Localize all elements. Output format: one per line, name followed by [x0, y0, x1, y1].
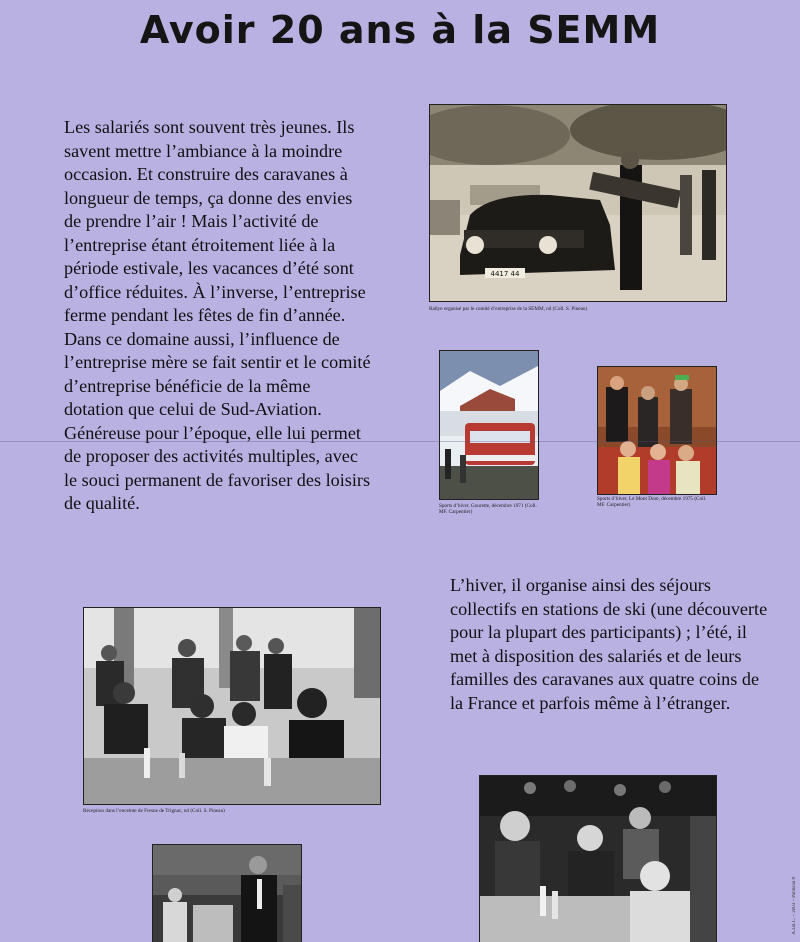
- rallye-caption: Rallye organisé par le comité d’entreprise de la SEMM, nd (Coll. S. Pineau): [429, 306, 588, 312]
- montdore-group-photo: [597, 366, 717, 495]
- rallye-car-photo: [429, 104, 727, 302]
- montdore-caption: Sports d’hiver, Le Mont Dore, décembre 1975 (Coll. MF. Carpentier): [597, 496, 707, 508]
- page-title: Avoir 20 ans à la SEMM: [139, 8, 661, 52]
- reception-caption: Réception dans l’enceinte de Fresne de Trignac, nd (Coll. S. Pineau): [83, 808, 225, 814]
- gourette-bus-photo: [439, 350, 539, 500]
- gourette-caption: Sports d’hiver, Gourette, décembre 1971 (Coll. MF. Carpentier): [439, 503, 537, 515]
- reception-photo: [83, 607, 381, 805]
- banquet-photo: [152, 844, 302, 942]
- dinner-photo: [479, 775, 717, 942]
- intro-paragraph: Les salariés sont souvent très jeunes. Ils savent mettre l’ambiance à la moindre occasion. Et construire des caravanes à longueur de temps, ça donne des envies de prendre l’air ! Mais l’activité de l’entreprise étant étroitement liée à la période estivale, les vacances d’été sont d’office réduites. À l’inverse, l’entreprise ferme pendant les fêtes de fin d’année. Dans ce domaine aussi, l’influence de l’entreprise mère se fait sentir et le comité d’entreprise bénéficie de la même dotation que celui de Sud-Aviation. Généreuse pour l’époque, elle lui permet de proposer des activités multiples, avec le souci permanent de favoriser des loisirs de qualité.: [64, 117, 371, 513]
- winter-summer-paragraph: L’hiver, il organise ainsi des séjours collectifs en stations de ski (une découverte pour la plupart des participants) ; l’été, il met à disposition des salariés et de leurs familles des caravanes aux quatre coins de la France et parfois même à l’étranger.: [450, 575, 768, 713]
- footer-credit: A.I.R.C. – 2003 – Panneau 8: [792, 877, 797, 935]
- license-plate: 4417 44: [490, 270, 520, 278]
- panel-fold-line: [0, 441, 800, 442]
